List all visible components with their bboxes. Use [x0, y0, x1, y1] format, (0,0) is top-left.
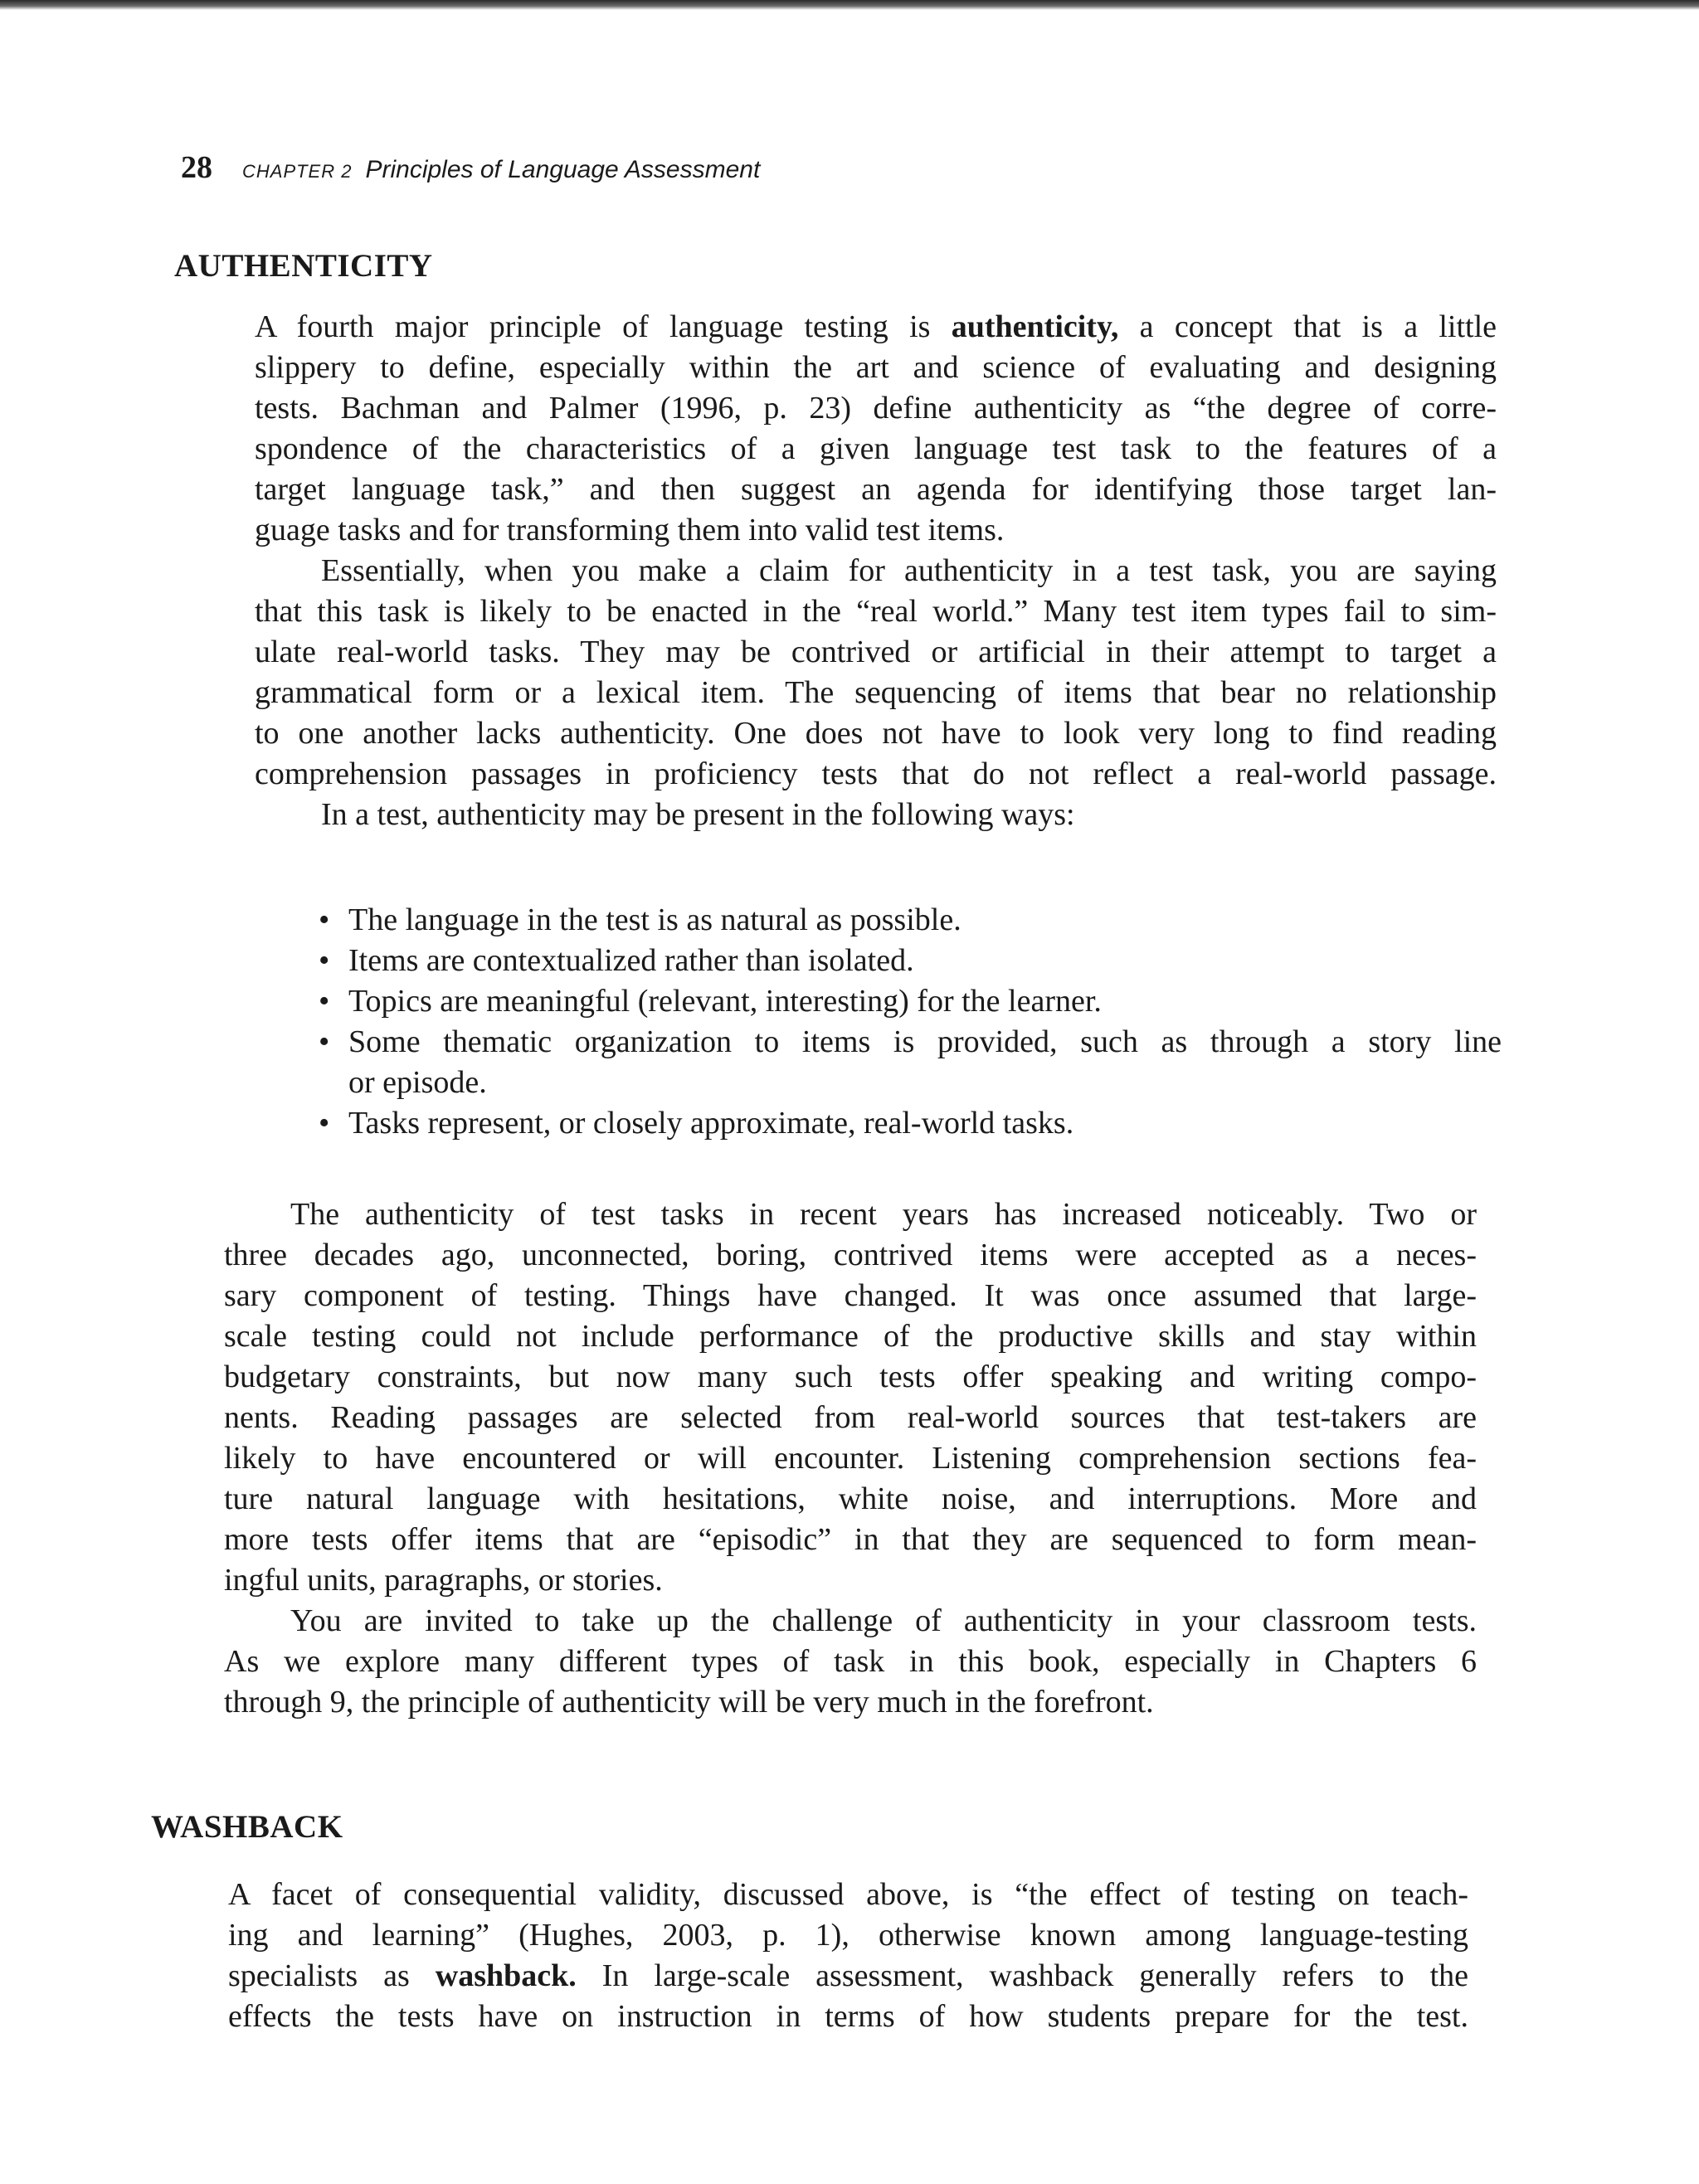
text-line: ture natural language with hesitations, white noise, and interruptions. More and	[224, 1481, 1477, 1516]
text-line: The authenticity of test tasks in recent years has increased noticeably. Two or	[290, 1197, 1477, 1232]
bullet-icon: •	[319, 943, 330, 978]
text-line: ing and learning” (Hughes, 2003, p. 1), otherwise known among language-testing	[228, 1918, 1468, 1953]
authenticity-paragraph-1	[255, 307, 1497, 551]
running-head	[181, 149, 760, 199]
text-line: guage tasks and for transforming them into valid test items.	[255, 513, 1005, 547]
key-term-authenticity: authenticity,	[951, 309, 1119, 344]
text-line: A fourth major principle of language testing is authenticity, a concept that is a little	[255, 309, 1497, 344]
text-line: slippery to define, especially within the art and science of evaluating and designing	[255, 350, 1497, 385]
text-line: nents. Reading passages are selected from real-world sources that test-takers are	[224, 1400, 1477, 1435]
chapter-label: CHAPTER 2	[242, 161, 353, 182]
text-line: specialists as washback. In large-scale assessment, washback generally refers to the	[228, 1958, 1468, 1993]
bullet-icon: •	[319, 984, 330, 1019]
authenticity-paragraph-5	[224, 1601, 1477, 1723]
text-line: more tests offer items that are “episodic” in that they are sequenced to form mean-	[224, 1522, 1477, 1557]
text-line: through 9, the principle of authenticity will be very much in the forefront.	[224, 1685, 1154, 1719]
section-heading-washback: WASHBACK	[151, 1809, 343, 1845]
bullet-icon: •	[319, 902, 330, 937]
text-line: Essentially, when you make a claim for authenticity in a test task, you are saying	[321, 553, 1497, 588]
text-line: sary component of testing. Things have changed. It was once assumed that large-	[224, 1278, 1477, 1313]
text-line: You are invited to take up the challenge of authenticity in your classroom tests.	[290, 1603, 1477, 1638]
text-line: likely to have encountered or will encounter. Listening comprehension sections fea-	[224, 1441, 1477, 1476]
text-line: target language task,” and then suggest an agenda for identifying those target lan-	[255, 472, 1497, 507]
text-line: A facet of consequential validity, discussed above, is “the effect of testing on teach-	[228, 1877, 1468, 1912]
text-line: ingful units, paragraphs, or stories.	[224, 1563, 663, 1598]
text-line: As we explore many different types of task in this book, especially in Chapters 6	[224, 1644, 1477, 1679]
authenticity-paragraph-2	[255, 551, 1497, 795]
chapter-title: Principles of Language Assessment	[365, 156, 761, 183]
text-line: In a test, authenticity may be present in the following ways:	[321, 797, 1075, 832]
text-line: scale testing could not include performance of the productive skills and stay within	[224, 1319, 1477, 1354]
text-line: spondence of the characteristics of a given language test task to the features of a	[255, 431, 1497, 466]
authenticity-paragraph-3	[255, 795, 1497, 835]
text-line: tests. Bachman and Palmer (1996, p. 23) define authenticity as “the degree of corre-	[255, 391, 1497, 426]
washback-paragraph-1	[228, 1875, 1468, 2037]
text-line: to one another lacks authenticity. One does not have to look very long to find reading	[255, 716, 1497, 751]
text-line: ulate real-world tasks. They may be contrived or artificial in their attempt to target a	[255, 635, 1497, 669]
text-line: grammatical form or a lexical item. The sequencing of items that bear no relationship	[255, 675, 1497, 710]
bullet-icon: •	[319, 1024, 330, 1059]
text-line: that this task is likely to be enacted in the “real world.” Many test item types fail to sim-	[255, 594, 1497, 629]
list-item: • Items are contextualized rather than isolated.	[315, 941, 1502, 981]
authenticity-paragraph-4	[224, 1194, 1477, 1601]
section-heading-authenticity: AUTHENTICITY	[174, 248, 433, 284]
page-number: 28	[181, 150, 212, 185]
key-term-washback: washback.	[435, 1958, 577, 1993]
list-item: • Tasks represent, or closely approximate, real-world tasks.	[315, 1103, 1502, 1144]
scan-edge	[0, 0, 1699, 10]
list-item: • Some thematic organization to items is provided, such as through a story line or episode.	[315, 1022, 1502, 1103]
text-line: comprehension passages in proficiency tests that do not reflect a real-world passage.	[255, 756, 1497, 791]
authenticity-bullet-list	[315, 900, 1502, 1144]
list-item: • Topics are meaningful (relevant, interesting) for the learner.	[315, 981, 1502, 1022]
text-line: budgetary constraints, but now many such tests offer speaking and writing compo-	[224, 1360, 1477, 1394]
list-item: • The language in the test is as natural as possible.	[315, 900, 1502, 941]
text-line: effects the tests have on instruction in terms of how students prepare for the test.	[228, 1999, 1468, 2034]
text-line: three decades ago, unconnected, boring, contrived items were accepted as a neces-	[224, 1238, 1477, 1272]
bullet-icon: •	[319, 1106, 330, 1141]
